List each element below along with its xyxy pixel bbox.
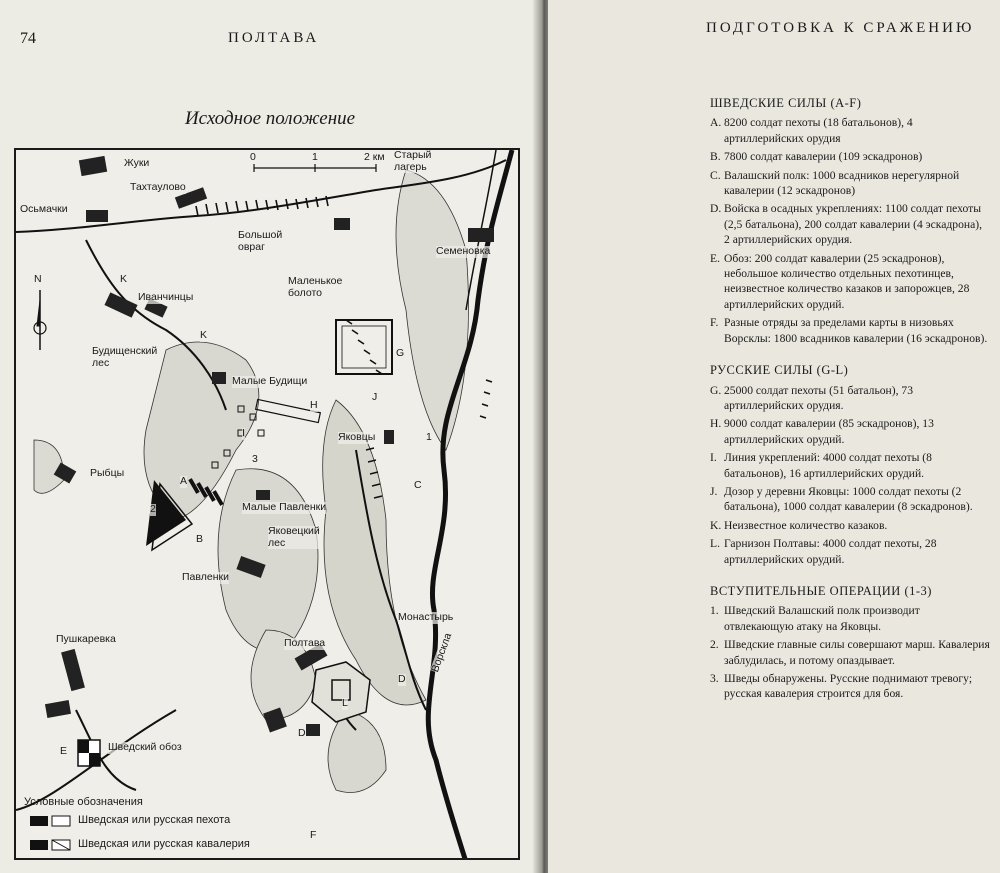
map-title: Исходное положение [184,108,356,129]
running-head-right: ПОДГОТОВКА К СРАЖЕНИЮ [706,20,975,36]
list-item [710,416,990,447]
marker-k-1: K [120,273,128,285]
list-item [710,450,990,481]
item-key: E. [710,251,720,265]
item-key: A. [710,116,722,130]
item-key: I. [710,451,717,465]
list-item [710,637,990,668]
item-text: Дозор у деревни Яковцы: 1000 солдат пехоты (2 батальона), 1000 солдат кавалерии (8 эскадронов). [724,484,973,514]
legend-cavalry-label: Шведская или русская кавалерия [78,838,250,850]
marker-c: C [414,479,422,491]
scale-tick-0: 0 [250,151,256,163]
label-pushkarevka: Пушкаревка [56,633,116,645]
item-text: Валашский полк: 1000 всадников нерегулярной кавалерии (12 эскадронов) [724,168,960,198]
section-opening-operations [710,584,990,702]
baggage-symbol [78,740,100,766]
marker-g: G [396,347,405,359]
marker-a: A [180,475,188,487]
item-text: Обоз: 200 солдат кавалерии (25 эскадронов), небольшое количество отдельных пехотинцев, неизвестное количество казаков и запорожцев, 28 артиллерийских орудий. [724,251,970,311]
list-item [710,168,990,199]
label-bolshoy-ovrag: Большой овраг [238,229,283,253]
section-swedish-forces [710,96,990,346]
legend-swatches [30,816,70,850]
label-budishchenskiy-les: Будищенский лес [92,345,158,369]
marker-i: I [242,427,245,439]
marker-l: L [342,697,348,709]
item-key: C. [710,168,721,182]
list-item [710,315,990,346]
page-number: 74 [20,30,36,47]
battle-map [14,148,520,860]
section-heading: РУССКИЕ СИЛЫ (G-L) [710,363,849,378]
label-shvedskiy-oboz: Шведский обоз [108,741,182,753]
label-ivanchintsy: Иванчинцы [138,291,194,303]
item-text: Неизвестное количество казаков. [724,518,888,532]
label-zhuki: Жуки [124,157,150,169]
item-text: Шведские главные силы совершают марш. Кавалерия заблудилась, и потому опаздывает. [724,638,990,667]
marker-3: 3 [252,453,258,465]
label-malye-pavlenki: Малые Павленки [242,501,327,513]
label-malye-budishchi: Малые Будищи [232,375,308,387]
label-vorskla: Ворскла [429,631,455,674]
legend-title: Условные обозначения [24,796,143,808]
scale-tick-2: 2 км [364,151,385,163]
list-item [710,251,990,313]
item-key: L. [710,537,720,551]
section-heading: ВСТУПИТЕЛЬНЫЕ ОПЕРАЦИИ (1-3) [710,583,932,598]
text-column [710,96,990,705]
label-yakovtsy: Яковцы [338,431,376,443]
marker-k-2: K [200,329,208,341]
list-item [710,115,990,146]
label-rybtsy: Рыбцы [90,467,125,479]
item-text: Шведы обнаружены. Русские поднимают тревогу; русская кавалерия строится для боя. [724,672,973,701]
item-text: Шведский Валашский полк производит отвлекающую атаку на Яковцы. [724,604,920,633]
poltava-fortress [312,662,370,722]
marker-2: 2 [150,503,156,515]
label-stary-lager: Старый лагерь [394,149,432,173]
item-text: Разные отряды за пределами карты в низовьях Ворсклы: 1800 всадников кавалерии (16 эскадронов). [724,316,988,345]
item-text: 25000 солдат пехоты (51 батальон), 73 артиллерийских орудия. [724,383,913,412]
item-key: D. [710,202,722,216]
list-item [710,536,990,567]
item-text: Линия укреплений: 4000 солдат пехоты (8 батальонов), 16 артиллерийских орудий. [724,451,932,480]
running-head-left: ПОЛТАВА [228,30,320,46]
item-text: 8200 солдат пехоты (18 батальонов), 4 артиллерийских орудия [724,116,913,145]
russian-camp [336,320,392,374]
item-text: Гарнизон Полтавы: 4000 солдат пехоты, 28 артиллерийских орудий. [724,537,937,566]
scale-bar [254,164,376,172]
section-russian-forces [710,363,990,567]
marker-1: 1 [426,431,432,443]
list-item [710,149,990,164]
item-key: H. [710,417,722,431]
item-key: J. [710,484,718,498]
list-item [710,383,990,414]
section-heading: ШВЕДСКИЕ СИЛЫ (A-F) [710,96,862,110]
marker-j: J [372,391,378,403]
list-item [710,484,990,515]
marker-d-1: D [398,673,406,685]
label-malenkoe-boloto: Маленькое болото [288,275,343,299]
label-yakovetskiy-les: Яковецкий лес [268,525,320,549]
north-label: N [34,273,42,285]
item-key: 1. [710,604,719,618]
label-semenovka: Семеновка [436,245,491,257]
legend-infantry [78,814,230,826]
marker-e: E [60,745,68,757]
list-item [710,518,990,533]
item-text: 7800 солдат кавалерии (109 эскадронов) [724,150,923,164]
item-key: B. [710,150,721,164]
list-item [710,201,990,247]
label-osmachki: Осьмачки [20,203,68,215]
label-monastyr: Монастырь [398,611,454,623]
item-text: 9000 солдат кавалерии (85 эскадронов), 13 артиллерийских орудий. [724,417,934,446]
marker-b: B [196,533,204,545]
list-item [710,603,990,634]
marker-h: H [310,399,318,411]
marker-d-2: D [298,727,306,739]
item-key: 3. [710,672,719,685]
item-key: F. [710,316,719,330]
marker-f: F [310,829,317,841]
list-item [710,671,990,702]
scale-tick-1: 1 [312,151,318,163]
item-text: Войска в осадных укреплениях: 1100 солдат пехоты (2,5 батальона), 200 солдат кавалерии (4 эскадрона), 2 артиллерийских орудия. [724,202,982,247]
north-arrow [34,290,46,350]
item-key: K. [710,518,722,532]
label-takhtaulovo: Тахтаулово [130,181,186,193]
legend-infantry-label: Шведская или русская пехота [78,814,231,826]
item-key: G. [710,383,722,397]
label-pavlenki: Павленки [182,571,229,583]
item-key: 2. [710,638,719,652]
label-poltava: Полтава [284,637,326,649]
legend-cavalry [78,838,250,850]
